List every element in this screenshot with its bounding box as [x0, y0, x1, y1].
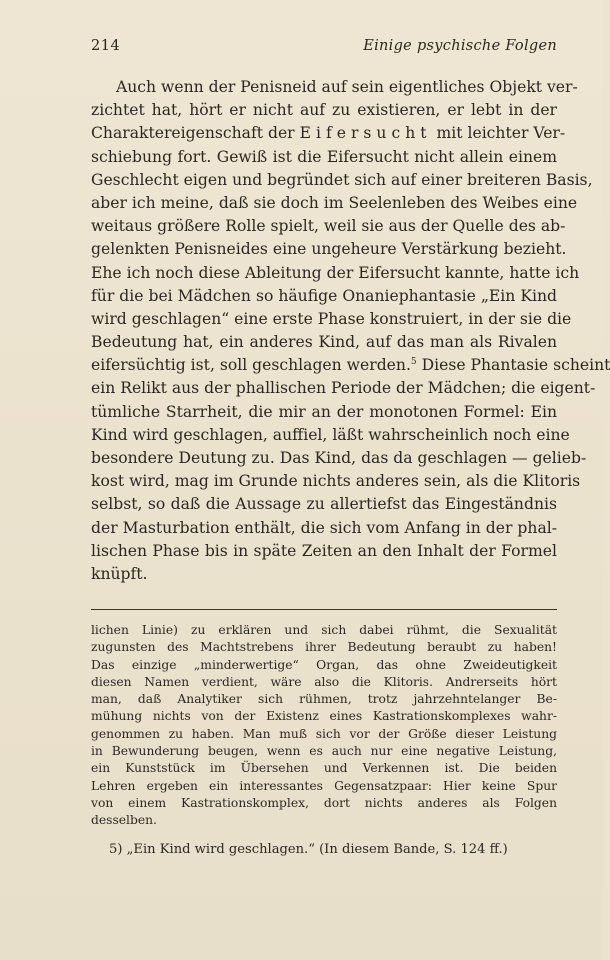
text-line: Kind wird geschlagen, auffiel, läßt wahrscheinlich noch eine: [91, 425, 570, 444]
footnote-5: [91, 840, 557, 859]
text-line: tümliche Starrheit, die mir an der monotonen Formel: Ein: [91, 402, 557, 421]
text-line: ein Relikt aus der phallischen Periode der Mädchen; die eigent-: [91, 379, 596, 398]
text-line: schiebung fort. Gewiß ist die Eifersucht nicht allein einem: [91, 147, 557, 166]
text-line: besondere Deutung zu. Das Kind, das da geschlagen — gelieb-: [91, 449, 587, 467]
text-line: weitaus größere Rolle spielt, weil sie aus der Quelle des ab-: [91, 217, 566, 236]
footnote-line: desselben.: [91, 813, 157, 828]
page-header: [91, 38, 557, 58]
footnote-divider: [91, 609, 557, 610]
text-line: aber ich meine, daß sie doch im Seelenleben des Weibes eine: [91, 193, 578, 212]
text-line: knüpft.: [91, 564, 148, 583]
text-line: wird geschlagen“ eine erste Phase konstruiert, in der sie die: [91, 309, 572, 328]
text-line: [91, 122, 566, 145]
footnote-number: 5): [109, 842, 123, 857]
text-line: selbst, so daß die Aussage zu allertiefst das Eingeständnis: [91, 495, 557, 514]
text-line: Geschlecht eigen und begründet sich auf einer breiteren Basis,: [91, 170, 593, 189]
page-number: 214: [91, 38, 121, 54]
text-line: Auch wenn der Penisneid auf sein eigentliches Objekt ver-: [116, 78, 578, 96]
text-line: Bedeutung hat, ein anderes Kind, auf das man als Rivalen: [91, 333, 557, 352]
text-segment: mit leichter Ver-: [436, 124, 566, 143]
footnote-line: in Bewunderung beugen, wenn es auch nur eine negative Leistung,: [91, 744, 557, 759]
footnote-line: von einem Kastrationskomplex, dort nichts anderes als Folgen: [91, 795, 557, 810]
text-line: kost wird, mag im Grunde nichts anderes sein, als die Klitoris: [91, 472, 581, 491]
footnote-line: diesen Namen verdient, wäre also die Klitoris. Andrerseits hört: [91, 674, 557, 689]
text-line: für die bei Mädchen so häufige Onaniephantasie „Ein Kind: [91, 286, 557, 305]
footnote-line: man, daß Analytiker sich rühmen, trotz jahrzehntelanger Be-: [91, 692, 557, 707]
footnote-line: Das einzige „minderwertige“ Organ, das ohne Zweideutigkeit: [91, 657, 557, 672]
footnote-line: Lehren ergeben ein interessantes Gegensatzpaar: Hier keine Spur: [91, 778, 557, 793]
footnote-line: lichen Linie) zu erklären und sich dabei rühmt, die Sexualität: [91, 623, 557, 637]
footnote-line: mühung nichts von der Existenz eines Kastrationskomplexes wahr-: [91, 709, 557, 724]
footnote-line: zugunsten des Machtstrebens ihrer Bedeutung beraubt zu haben!: [91, 640, 557, 655]
footnote-line: ein Kunststück im Übersehen und Verkennen ist. Die beiden: [91, 761, 557, 776]
footnote-continued: [91, 622, 557, 830]
text-line: [91, 354, 610, 377]
text-line: Ehe ich noch diese Ableitung der Eifersucht kannte, hatte ich: [91, 263, 580, 282]
text-line: lischen Phase bis in späte Zeiten an den Inhalt der Formel: [91, 541, 557, 560]
footnote-text: „Ein Kind wird geschlagen.“ (In diesem Bande, S. 124 ff.): [122, 842, 508, 857]
text-line: gelenkten Penisneides eine ungeheure Verstärkung bezieht.: [91, 240, 567, 259]
text-line: zichtet hat, hört er nicht auf zu existieren, er lebt in der: [91, 101, 557, 120]
body-paragraph: [91, 76, 610, 586]
text-segment: eifersüchtig ist, soll geschlagen werden.: [91, 356, 411, 375]
text-line: der Masturbation enthält, die sich vom Anfang in der phal-: [91, 518, 557, 537]
footnote-line: genommen zu haben. Man muß sich vor der Größe dieser Leistung: [91, 726, 557, 741]
emphasized-word: Eifersucht: [299, 124, 432, 143]
footnote-reference: 5: [410, 357, 417, 368]
running-title: Einige psychische Folgen: [363, 38, 557, 54]
text-segment: Charaktereigenschaft der: [91, 124, 295, 143]
text-segment: Diese Phantasie scheint: [416, 356, 610, 375]
